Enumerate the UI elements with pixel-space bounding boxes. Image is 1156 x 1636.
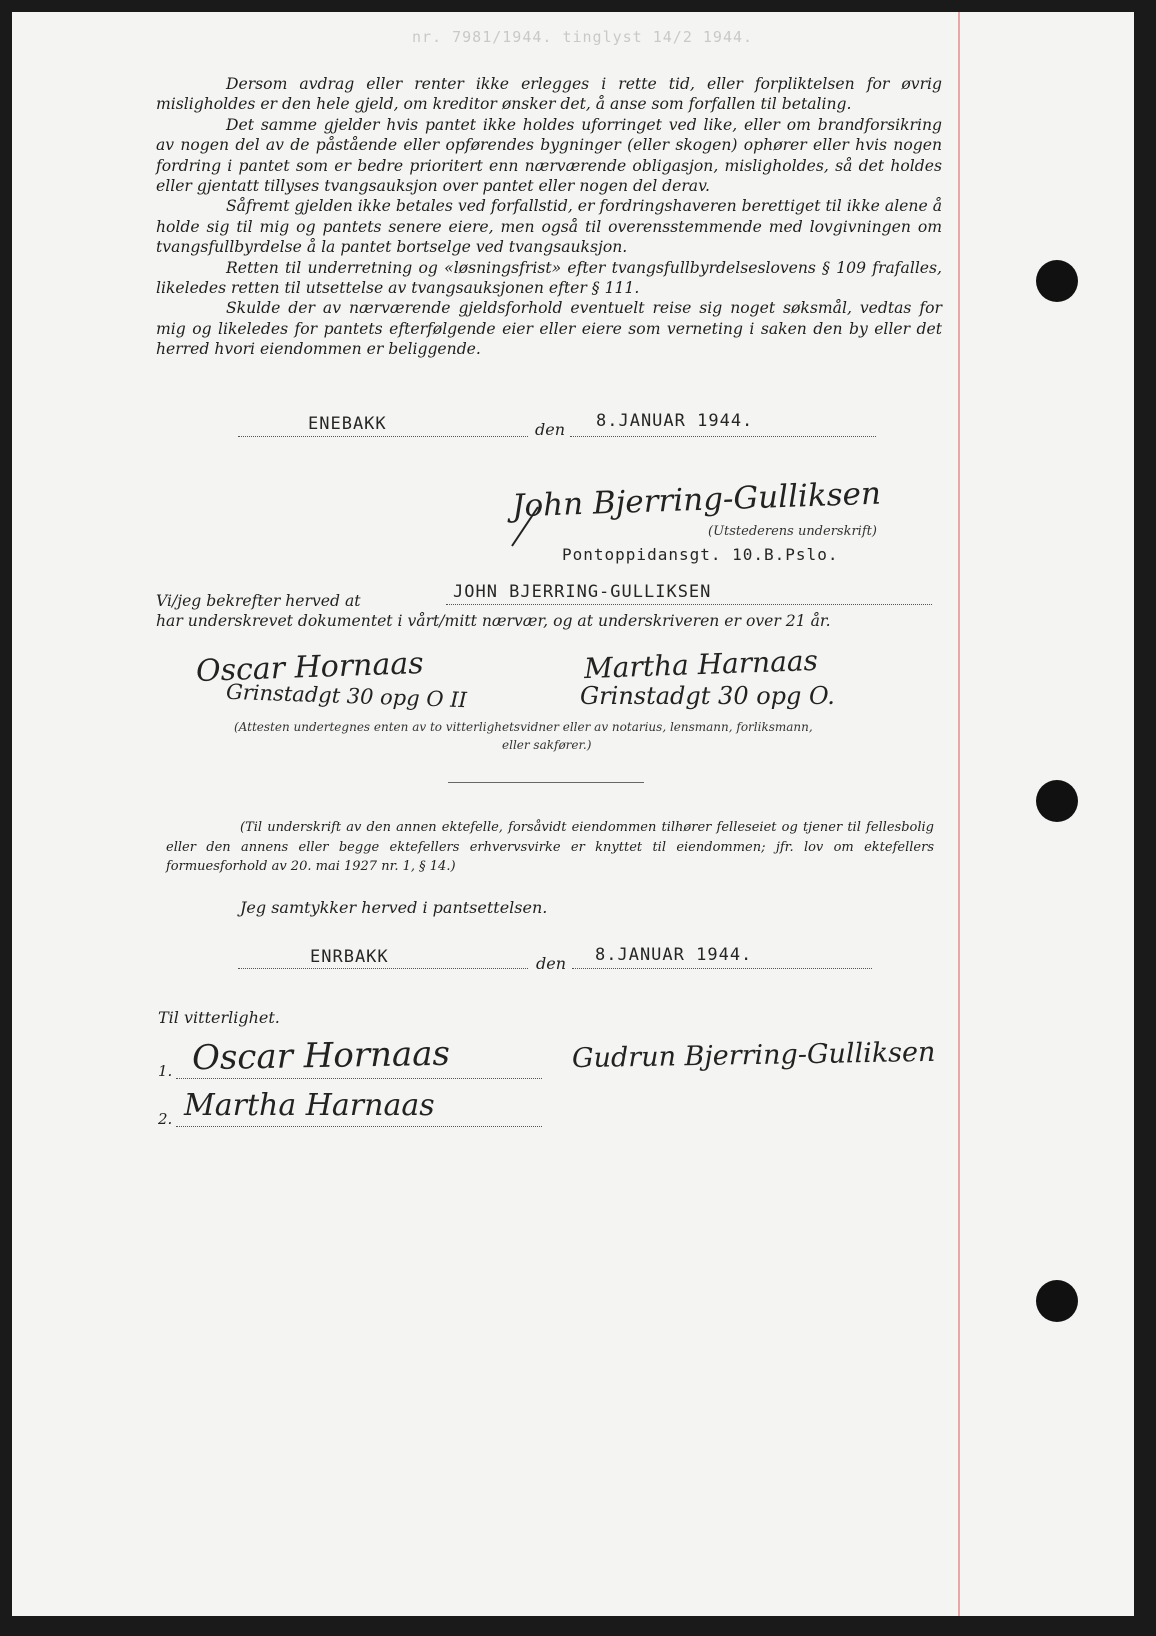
issuer-address: Pontoppidansgt. 10.B.Pslo. [562,545,839,564]
second-date-field: 8.JANUAR 1944. [595,945,753,965]
punch-hole [1036,1280,1078,1322]
name-dotted-line [446,604,932,605]
second-date-dotted-line [572,968,872,969]
spouse-signature: Gudrun Bjerring-Gulliksen [571,1036,936,1075]
place-dotted-line [238,436,528,437]
clause-jurisdiction: Skulde der av nærværende gjeldsforhold eventuelt reise sig noget søksmål, vedtas for mig og likeledes for pantets efterfølgende eier eller eiere som verneting i saken den by eller det herred hvori eiendommen er beliggende. [156,299,942,359]
witnessed-person-name: JOHN BJERRING-GULLIKSEN [453,582,712,602]
punch-hole [1036,260,1078,302]
attestation-caption-line2: eller sakfører.) [502,738,592,752]
consent-statement: Jeg samtykker herved i pantsettelsen. [240,898,548,917]
clause-notice: Retten til underretning og «løsningsfrist» efter tvangsfullbyrdelseslovens § 109 frafalles, likeledes retten til utsettelse av tvangsauksjonen efter § 111. [156,258,942,298]
til-vitterlighet-label: Til vitterlighet. [158,1008,280,1027]
date-field: 8.JANUAR 1944. [596,411,754,431]
place-field: ENEBAKK [308,414,387,434]
til-vitterlighet-witness2-signature: Martha Harnaas [184,1088,435,1123]
witness1-address: Grinstadgt 30 opg O II [225,679,468,713]
witness2-signature: Martha Harnaas [583,643,819,686]
til-vitterlighet-witness1-signature: Oscar Hornaas [191,1033,451,1079]
witness1-dotted-line [176,1078,542,1079]
clause-default: Dersom avdrag eller renter ikke erlegges i rette tid, eller forpliktelsen for øvrig misligholdes er den hele gjeld, om kreditor ønsker det, å anse som forfallen til betaling. [156,75,942,114]
spouse-note: (Til underskrift av den annen ektefelle, forsåvidt eiendommen tilhører felleseiet og tjener til fellesbolig eller den annens eller begge ektefellers erhvervsvirke er knyttet til eiendommen; jfr. lov om ektefellers formuesforhold av 20. mai 1927 nr. 1, § 14.) [166,820,934,874]
witness-number-1: 1. [158,1062,173,1080]
red-margin-line [958,12,960,1616]
terms-clauses [156,74,942,360]
witness1-signature: Oscar Hornaas [195,646,425,689]
second-den-label: den [536,954,567,973]
second-place-field: ENRBAKK [310,947,389,967]
witness-number-2: 2. [158,1110,173,1128]
attestation-caption-line1: (Attesten undertegnes enten av to vitterlighetsvidner eller av notarius, lensmann, forliksmann, [234,720,813,734]
witness-statement-line2: har underskrevet dokumentet i vårt/mitt nærvær, og at underskriveren er over 21 år. [156,612,831,630]
date-dotted-line [570,436,876,437]
faint-registration-stamp: nr. 7981/1944. tinglyst 14/2 1944. [412,28,754,46]
den-label: den [535,420,566,439]
witness2-dotted-line [176,1126,542,1127]
witness2-address: Grinstadgt 30 opg O. [580,682,835,710]
second-place-dotted-line [238,968,528,969]
issuer-signature-caption: (Utstederens underskrift) [708,524,877,539]
document-page [12,12,1134,1616]
clause-forced-sale: Såfremt gjelden ikke betales ved forfallstid, er fordringshaveren berettiget til ikke alene å holde sig til mig og pantets senere eiere, men også til overensstemmende med lovgivningen om tvangsfullbyrdelse å la pantet bortselge ved tvangsauksjon. [156,197,942,257]
witness-statement-prefix: Vi/jeg bekrefter herved at [156,592,361,610]
issuer-signature: John Bjerring-Gulliksen [511,475,882,525]
separator-line [448,782,644,783]
clause-insurance: Det samme gjelder hvis pantet ikke holdes uforringet ved like, eller om brandforsikring av nogen del av de påstående eller opførendes bygninger (eller skogen) ophører eller hvis nogen fordring i pantet som er bedre prioritert enn nærværende obligasjon, misligholdes, så det holdes eller gjentatt tillyses tvangsauksjon over pantet eller nogen del derav. [156,115,942,196]
punch-hole [1036,780,1078,822]
